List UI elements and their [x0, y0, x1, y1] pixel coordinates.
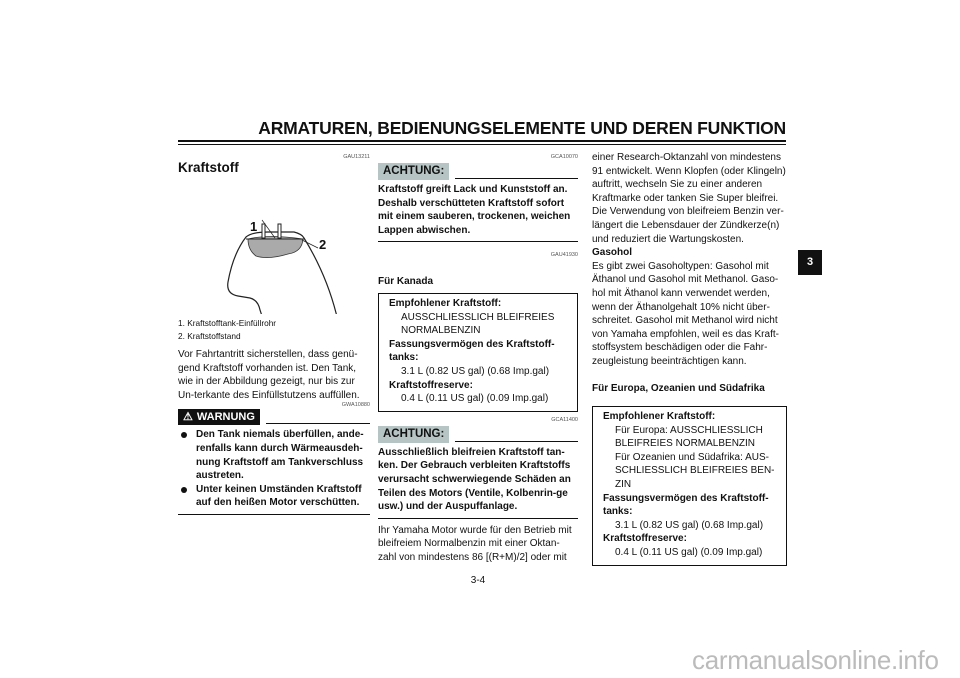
warning-code: GWA10880: [341, 402, 370, 409]
header-rule: [178, 140, 786, 142]
body-text: einer Research-Oktanzahl von mindestens 91 entwickelt. Wenn Klopfen (oder Klingeln) auftritt, wechseln Sie zu einer anderen Kraftmarke oder tanken Sie Super bleifrei. Die Verwendung von bleifreiem Benzin ver-längert die Lebensdauer der Zündkerze(n) und reduziert die Wartungskosten.: [592, 152, 786, 245]
warning-triangle-icon: ⚠: [183, 411, 193, 424]
middle-column: [378, 154, 578, 588]
fuel-spec-box-canada: [378, 293, 578, 412]
fuel-tank-illustration: [178, 182, 370, 314]
spec-label: Kraftstoffreserve:: [603, 533, 687, 545]
caution-header: [378, 426, 578, 443]
spec-value: Für Ozeanien und Südafrika: AUS-SCHLIESSLICH BLEIFREIES BEN-ZIN: [615, 451, 775, 491]
figure-caption: 2. Kraftstoffstand: [178, 331, 241, 341]
section-heading: Für Europa, Ozeanien und Südafrika: [592, 382, 765, 394]
section-code: GAU41930: [550, 252, 578, 259]
page-header-title: ARMATUREN, BEDIENUNGSELEMENTE UND DEREN FUNKTION: [258, 118, 786, 138]
warning-list: [178, 428, 370, 515]
spec-label: Empfohlener Kraftstoff:: [603, 411, 716, 423]
warning-header: [178, 409, 370, 425]
fuel-spec-box-europe: [592, 406, 787, 566]
spec-label: Kraftstoffreserve:: [389, 379, 473, 391]
page-number: 3-4: [470, 575, 486, 587]
gasohol-heading: Gasohol: [592, 247, 633, 259]
warning-rule: [266, 423, 370, 424]
gasohol-text: Es gibt zwei Gasoholtypen: Gasohol mit Äthanol und Gasohol mit Methanol. Gaso-hol mit Äthanol kann verwendet werden, wenn der Äthanolgehalt 10% nicht über-schreitet. Gasohol mit Methanol wird nicht von Yamaha empfohlen, weil es das Kraft-stoffsystem beschädigen oder die Fahr-zeugleistung beeinträchtigen kann.: [592, 260, 779, 367]
spec-value: 0.4 L (0.11 US gal) (0.09 Imp.gal): [615, 547, 763, 559]
spec-label: Empfohlener Kraftstoff:: [389, 297, 502, 309]
body-text: Ihr Yamaha Motor wurde für den Betrieb mit bleifreiem Normalbenzin mit einer Oktan-zahl von mindestens 86 [(R+M)/2] oder mit: [378, 524, 572, 563]
callout-1: 1: [250, 219, 258, 234]
header-rule: [178, 144, 786, 145]
fuel-tank-figure: [178, 182, 370, 314]
caution-code: GCA10070: [550, 154, 578, 160]
warning-label: [178, 409, 260, 425]
section-code: GAU13211: [343, 154, 370, 160]
body-text: Vor Fahrtantritt sicherstellen, dass genü-gend Kraftstoff vorhanden ist. Den Tank, wie in der Abbildung gezeigt, nur bis zur Un-terkante des Einfüllstutzens auffüllen.: [178, 349, 360, 401]
spec-value: AUSSCHLIESSLICH BLEIFREIES NORMALBENZIN: [401, 311, 555, 337]
caution-code: GCA11400: [551, 416, 578, 423]
warning-item: Unter keinen Umständen Kraftstoff auf den heißen Motor verschütten.: [178, 483, 370, 510]
figure-caption: 1. Kraftstofftank-Einfüllrohr: [178, 318, 277, 328]
caution-rule: [455, 178, 578, 179]
warning-item: Den Tank niemals überfüllen, ande-renfalls kann durch Wärmeausdeh-nung Kraftstoff am Tankverschluss austreten.: [178, 428, 370, 482]
warning-label-text: WARNUNG: [196, 411, 255, 424]
spec-value: 0.4 L (0.11 US gal) (0.09 Imp.gal): [401, 393, 549, 405]
caution-label: ACHTUNG:: [378, 163, 449, 180]
section-heading: Für Kanada: [378, 276, 434, 288]
right-column: [592, 151, 787, 566]
spec-value: 3.1 L (0.82 US gal) (0.68 Imp.gal): [401, 365, 550, 377]
spec-label: Fassungsvermögen des Kraftstoff-tanks:: [389, 338, 555, 364]
left-column: [178, 154, 370, 515]
caution-text: Kraftstoff greift Lack und Kunststoff an. Deshalb verschütteten Kraftstoff sofort mit einem sauberen, trockenen, weichen Lappen abwischen.: [378, 183, 578, 242]
watermark: carmanualsonline.info: [692, 645, 939, 675]
spec-label: Fassungsvermögen des Kraftstoff-tanks:: [603, 492, 769, 518]
chapter-tab: 3: [798, 250, 822, 275]
caution-header: [378, 163, 578, 180]
caution-label: ACHTUNG:: [378, 426, 449, 443]
spec-value: Für Europa: AUSSCHLIESSLICH BLEIFREIES NORMALBENZIN: [615, 424, 763, 450]
caution-text: Ausschließlich bleifreien Kraftstoff tan-ken. Der Gebrauch verbleiten Kraftstoffs verursacht schwerwiegende Schäden an Teilen des Motors (Ventile, Kolbenrin-ge usw.) und der Auspuffanlage.: [378, 446, 578, 519]
callout-2: 2: [319, 237, 327, 252]
section-heading: Kraftstoff: [178, 160, 239, 175]
caution-rule: [455, 441, 578, 442]
spec-value: 3.1 L (0.82 US gal) (0.68 Imp.gal): [615, 519, 764, 531]
